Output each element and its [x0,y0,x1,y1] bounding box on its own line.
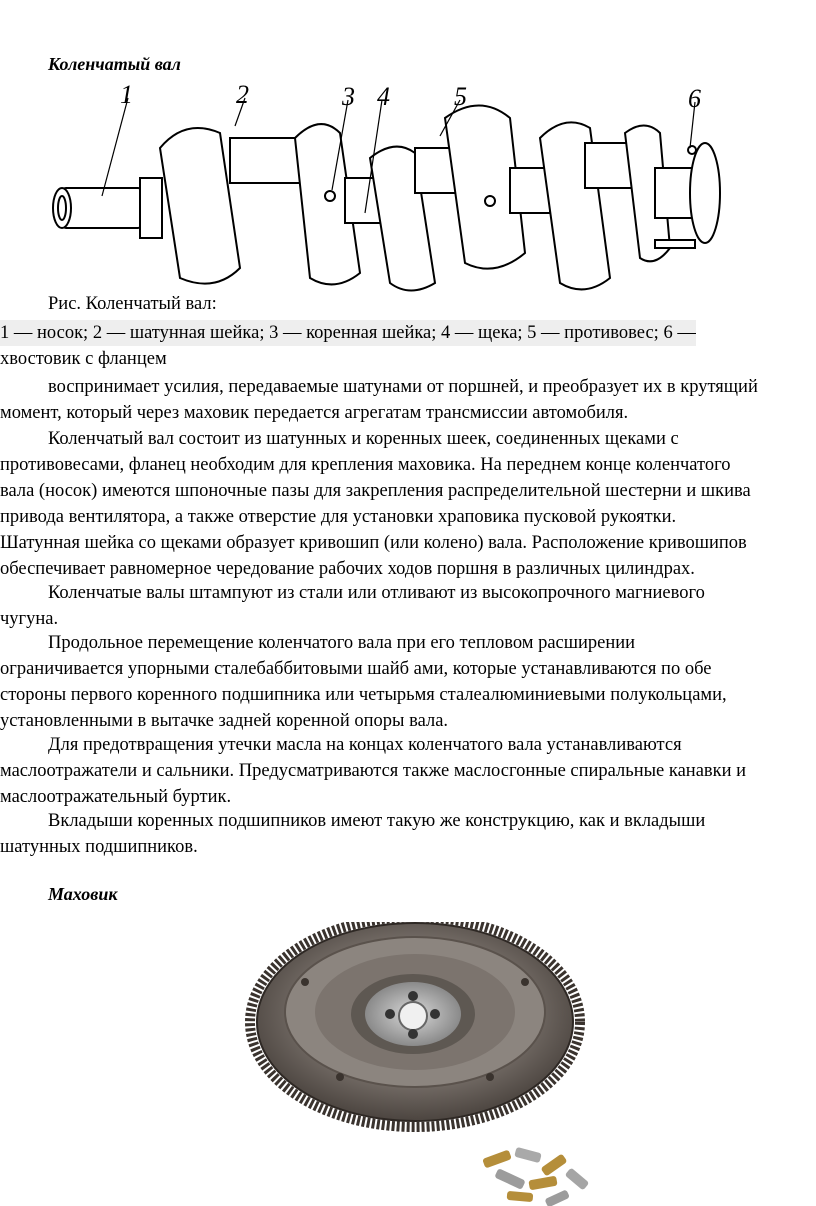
figure-caption-title: Рис. Коленчатый вал: [48,294,217,314]
callout-4: 4 [377,82,390,111]
section-title-flywheel: Маховик [48,884,118,904]
body-line: Для предотвращения утечки масла на концах коленчатого вала устанавливаются [48,735,682,755]
body-line: маслоотражательный буртик. [0,787,232,807]
section-title-crankshaft: Коленчатый вал [48,54,181,74]
body-line: Вкладыши коренных подшипников имеют такую же конструкцию, как и вкладыши [48,811,706,831]
callout-1: 1 [120,80,133,109]
body-line: привода вентилятора, а также отверстие для установки храповика пусковой рукоятки. [0,507,677,527]
callout-3: 3 [342,82,355,111]
body-line: маслоотражатели и сальники. Предусматриваются также маслосгонные спиральные канавки и [0,761,747,781]
body-line: воспринимает усилия, передаваемые шатунами от поршней, и преобразует их в крутящий [48,377,758,397]
body-line: Коленчатые валы штампуют из стали или отливают из высокопрочного магниевого [48,583,705,603]
flywheel-photo [245,922,615,1206]
figure-caption-line-1: 1 — носок; 2 — шатунная шейка; 3 — коренная шейка; 4 — щека; 5 — противовес; 6 — [0,320,696,346]
body-line: шатунных подшипников. [0,837,198,857]
crankshaft-figure [40,78,740,298]
body-line: Коленчатый вал состоит из шатунных и коренных шеек, соединенных щеками с [48,429,679,449]
callout-2: 2 [236,80,249,109]
body-line: обеспечивает равномерное чередование рабочих ходов поршня в различных цилиндрах. [0,559,695,579]
body-line: ограничивается упорными сталебаббитовыми шайб ами, которые устанавливаются по обе [0,659,712,679]
body-line: Продольное перемещение коленчатого вала при его тепловом расширении [48,633,636,653]
body-line: установленными в вытачке задней коренной опоры вала. [0,711,449,731]
figure-caption-line-2: хвостовик с фланцем [0,349,167,369]
body-line: противовесами, фланец необходим для крепления маховика. На переднем конце коленчатого [0,455,731,475]
body-line: стороны первого коренного подшипника или четырьмя сталеалюминиевыми полукольцами, [0,685,727,705]
body-line: вала (носок) имеются шпоночные пазы для закрепления распределительной шестерни и шкива [0,481,751,501]
body-line: чугуна. [0,609,59,629]
body-line: момент, который через маховик передается агрегатам трансмиссии автомобиля. [0,403,629,423]
callout-5: 5 [454,82,467,111]
callout-6: 6 [688,84,701,113]
body-line: Шатунная шейка со щеками образует кривошип (или колено) вала. Расположение кривошипов [0,533,747,553]
